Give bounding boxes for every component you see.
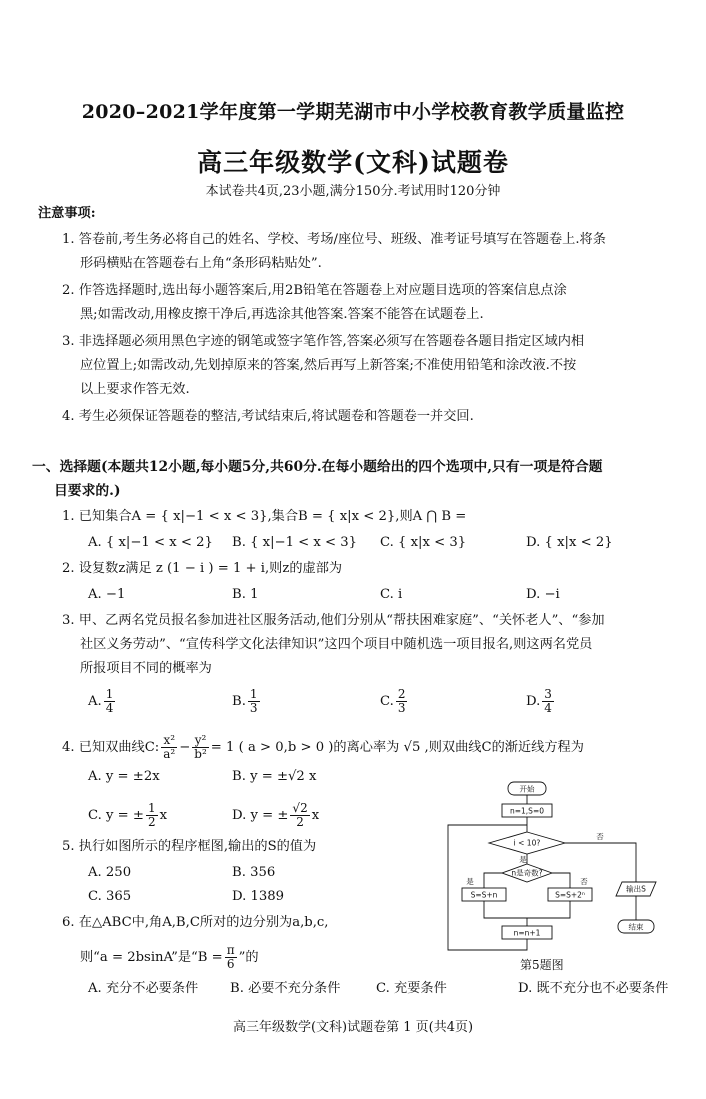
q2-option-a: A. −1 bbox=[88, 587, 126, 602]
q1-option-a: A. { x|−1 < x < 2} bbox=[88, 535, 213, 550]
q2-option-d: D. −i bbox=[526, 587, 560, 602]
exam-info: 本试卷共4页,23小题,满分150分.考试用时120分钟 bbox=[205, 184, 501, 199]
q6-option-c: C. 充要条件 bbox=[376, 981, 447, 996]
q3-option-b: B. $\frac{1}{3}$ bbox=[232, 687, 258, 715]
notes-heading: 注意事项: bbox=[38, 206, 96, 221]
exam-subtitle: 高三年级数学(文科)试题卷 bbox=[197, 148, 509, 177]
q1-option-c: C. { x|x < 3} bbox=[380, 535, 467, 550]
page-footer: 高三年级数学(文科)试题卷第 1 页(共4页) bbox=[232, 1020, 474, 1035]
flow-increment-label: n=n+1 bbox=[513, 928, 541, 938]
question-4-stem: 4. 已知双曲线C: $\frac{\text{x²}}{\text{a²}}$ − $\frac{\text{y²}}{\text{b²}}$ = 1 ( a > 0,b > 0 )的离心率为 √5 ,则双曲线C的渐近线方程为 bbox=[62, 733, 584, 761]
flow-decision-odd-label: n是奇数? bbox=[511, 868, 543, 878]
q3-option-c: C. $\frac{2}{3}$ bbox=[380, 687, 406, 715]
flow-add-n-label: S=S+n bbox=[470, 890, 498, 900]
flow-add-pow-label: S=S+2ⁿ bbox=[555, 890, 585, 900]
flow-end-label: 结束 bbox=[628, 922, 644, 932]
question-5-stem: 5. 执行如图所示的程序框图,输出的S的值为 bbox=[62, 839, 317, 854]
q4-option-d: D. y = ± $\frac{√2}{2}$ x bbox=[232, 801, 320, 829]
q4-option-a: A. y = ±2x bbox=[88, 769, 160, 784]
q5-option-d: D. 1389 bbox=[232, 889, 285, 904]
q6-option-a: A. 充分不必要条件 bbox=[88, 981, 199, 996]
q6-option-d: D. 既不充分也不必要条件 bbox=[518, 981, 669, 996]
section-heading: 一、选择题(本题共12小题,每小题5分,共60分.在每小题给出的四个选项中,只有一项是符合题 bbox=[32, 459, 603, 475]
question-3-line: 所报项目不同的概率为 bbox=[80, 661, 212, 676]
flow-init-label: n=1,S=0 bbox=[509, 806, 545, 816]
q3-option-d: D. $\frac{3}{4}$ bbox=[526, 687, 552, 715]
flowchart-diagram bbox=[440, 768, 680, 978]
note-line: 4. 考生必须保证答题卷的整洁,考试结束后,将试题卷和答题卷一并交回. bbox=[62, 409, 474, 424]
figure-caption: 第5题图 bbox=[520, 958, 564, 972]
flow-yes-label: 是 bbox=[519, 855, 527, 864]
question-2-stem: 2. 设复数z满足 z (1 − i ) = 1 + i,则z的虚部为 bbox=[62, 561, 343, 576]
flow-start-label: 开始 bbox=[519, 784, 535, 794]
q5-option-b: B. 356 bbox=[232, 865, 276, 880]
flow-no-label-2: 否 bbox=[580, 877, 588, 886]
q5-option-c: C. 365 bbox=[88, 889, 132, 904]
note-line: 1. 答卷前,考生务必将自己的姓名、学校、考场/座位号、班级、准考证号填写在答题卷上.将条 bbox=[62, 232, 606, 247]
flow-decision-loop-label: i < 10? bbox=[513, 838, 541, 848]
note-line: 2. 作答选择题时,选出每小题答案后,用2B铅笔在答题卷上对应题目选项的答案信息点涂 bbox=[62, 283, 567, 298]
question-6-stem: 6. 在△ABC中,角A,B,C所对的边分别为a,b,c, bbox=[62, 915, 329, 930]
q5-option-a: A. 250 bbox=[88, 865, 132, 880]
exam-title: 2020–2021学年度第一学期芜湖市中小学校教育教学质量监控 bbox=[81, 101, 625, 123]
note-line: 以上要求作答无效. bbox=[80, 382, 190, 397]
q2-option-b: B. 1 bbox=[232, 587, 259, 602]
q6-option-b: B. 必要不充分条件 bbox=[230, 981, 341, 996]
q2-option-c: C. i bbox=[380, 587, 403, 602]
note-line: 黑;如需改动,用橡皮擦干净后,再选涂其他答案.答案不能答在试题卷上. bbox=[80, 307, 484, 322]
flow-no-label: 否 bbox=[596, 832, 604, 841]
section-heading-cont: 目要求的.) bbox=[54, 483, 121, 499]
note-line: 应位置上;如需改动,先划掉原来的答案,然后再写上新答案;不准使用铅笔和涂改液.不按 bbox=[80, 358, 577, 373]
note-line: 3. 非选择题必须用黑色字迹的钢笔或签字笔作答,答案必须写在答题卷各题目指定区域内相 bbox=[62, 334, 585, 349]
q1-option-d: D. { x|x < 2} bbox=[526, 535, 613, 550]
question-3-line: 社区义务劳动”、“宣传科学文化法律知识”这四个项目中随机选一项目报名,则这两名党员 bbox=[80, 637, 593, 652]
q1-option-b: B. { x|−1 < x < 3} bbox=[232, 535, 358, 550]
question-3-line: 3. 甲、乙两名党员报名参加进社区服务活动,他们分别从“帮扶困难家庭”、“关怀老人”、“参加 bbox=[62, 613, 605, 628]
question-6-condition: 则“a = 2bsinA”是“B = $\frac{\pi}{6}$ ”的 bbox=[80, 943, 259, 971]
question-1-stem: 1. 已知集合A = { x|−1 < x < 3},集合B = { x|x < 2},则A ⋂ B = bbox=[62, 509, 467, 524]
note-line: 形码横贴在答题卷右上角“条形码粘贴处”. bbox=[80, 256, 322, 271]
q3-option-a: A. $\frac{1}{4}$ bbox=[88, 687, 114, 715]
flow-output-label: 输出S bbox=[626, 884, 646, 894]
q4-option-b: B. y = ±√2 x bbox=[232, 769, 317, 784]
flow-yes-label-2: 是 bbox=[466, 877, 474, 886]
q4-option-c: C. y = ± $\frac{1}{2}$ x bbox=[88, 801, 168, 829]
